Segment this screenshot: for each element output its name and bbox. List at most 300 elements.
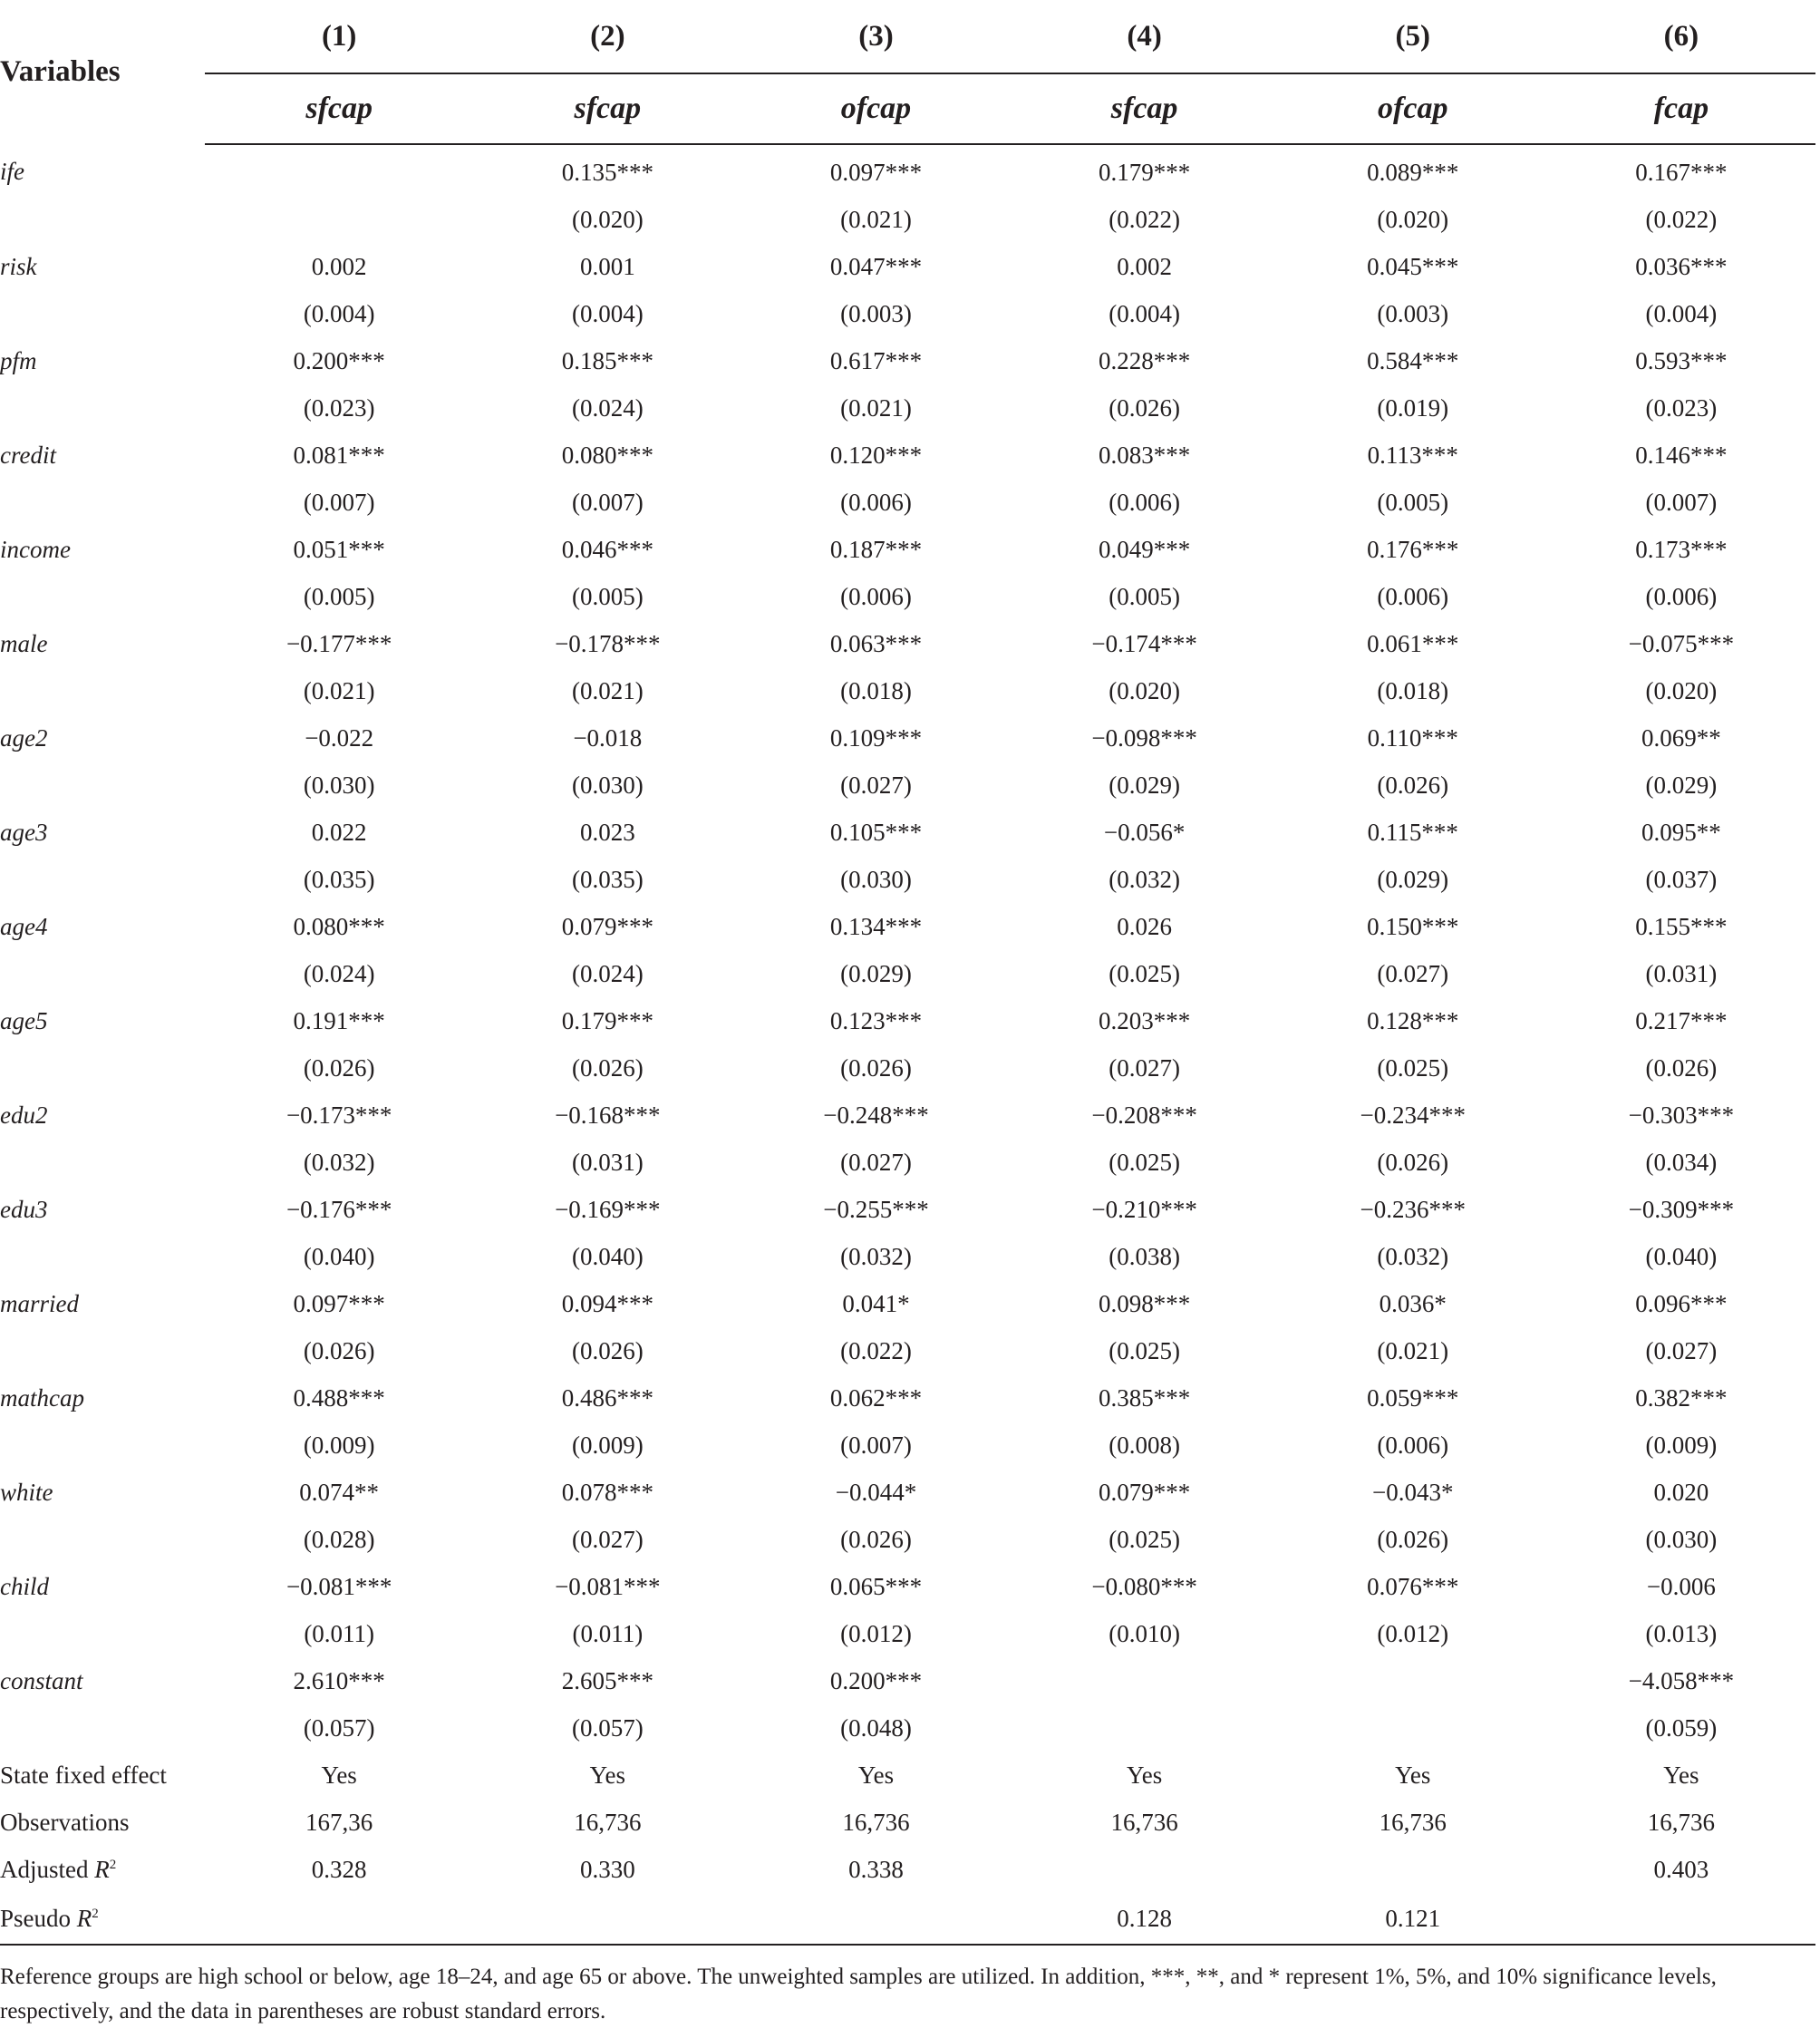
standard-error-cell: (0.019) bbox=[1377, 393, 1449, 422]
coefficient-cell: 0.079*** bbox=[1098, 1478, 1191, 1506]
standard-error-cell: (0.040) bbox=[303, 1242, 375, 1270]
standard-error-cell: (0.031) bbox=[571, 1148, 644, 1176]
coefficient-cell: 0.146*** bbox=[1635, 441, 1728, 469]
standard-error-row bbox=[0, 762, 1815, 809]
coefficient-cell: 0.135*** bbox=[561, 158, 653, 186]
standard-error-cell: (0.022) bbox=[840, 1336, 912, 1364]
standard-error-cell: (0.006) bbox=[1108, 488, 1180, 516]
standard-error-cell: (0.026) bbox=[303, 1336, 375, 1364]
summary-row bbox=[0, 1752, 1815, 1799]
superscript: 2 bbox=[92, 1906, 99, 1921]
standard-error-cell: (0.024) bbox=[303, 959, 375, 987]
summary-label-text: State fixed effect bbox=[0, 1761, 167, 1789]
variable-label-empty bbox=[0, 1139, 205, 1186]
coefficient-cell bbox=[1011, 1657, 1279, 1704]
coefficient-row bbox=[0, 1469, 1815, 1516]
standard-error-cell: (0.006) bbox=[840, 582, 912, 610]
coefficient-cell: −0.208*** bbox=[1091, 1101, 1197, 1129]
standard-error-cell: (0.003) bbox=[840, 299, 912, 327]
coefficient-cell: −0.043* bbox=[1372, 1478, 1454, 1506]
coefficient-cell: −0.044* bbox=[835, 1478, 917, 1506]
coefficient-cell: 0.089*** bbox=[1367, 158, 1459, 186]
coefficient-cell bbox=[1279, 1657, 1547, 1704]
standard-error-cell: (0.030) bbox=[840, 865, 912, 893]
coefficient-cell: −0.255*** bbox=[823, 1195, 929, 1223]
standard-error-cell: (0.032) bbox=[303, 1148, 375, 1176]
standard-error-row bbox=[0, 1327, 1815, 1374]
coefficient-row bbox=[0, 714, 1815, 762]
summary-label bbox=[0, 1893, 205, 1945]
coefficient-cell: 0.176*** bbox=[1367, 535, 1459, 563]
coefficient-cell: −0.236*** bbox=[1360, 1195, 1466, 1223]
coefficient-cell: −0.177*** bbox=[286, 629, 392, 657]
standard-error-cell: (0.006) bbox=[1377, 1431, 1449, 1459]
standard-error-cell bbox=[1011, 1704, 1279, 1752]
standard-error-cell: (0.026) bbox=[571, 1336, 644, 1364]
coefficient-cell bbox=[205, 144, 473, 196]
table-footnote: Reference groups are high school or below, age 18–24, and age 65 or above. The unweighted samples are utilized. In addition, ***, **, and * represent 1%, 5%, and 10% significance levels, respectively, and the data in parentheses are robust standard errors. bbox=[0, 1965, 1717, 2023]
summary-value: 16,736 bbox=[1379, 1808, 1447, 1836]
standard-error-cell: (0.048) bbox=[840, 1713, 912, 1742]
standard-error-cell: (0.035) bbox=[571, 865, 644, 893]
standard-error-cell: (0.037) bbox=[1645, 865, 1718, 893]
coefficient-cell: 0.128*** bbox=[1367, 1006, 1459, 1034]
coefficient-cell: 0.062*** bbox=[829, 1383, 923, 1412]
standard-error-cell: (0.029) bbox=[840, 959, 912, 987]
standard-error-cell: (0.040) bbox=[1645, 1242, 1718, 1270]
coefficient-cell: −0.168*** bbox=[555, 1101, 661, 1129]
variable-label: pfm bbox=[0, 346, 37, 374]
variable-label-empty bbox=[0, 573, 205, 620]
standard-error-cell: (0.059) bbox=[1645, 1713, 1718, 1742]
standard-error-row bbox=[0, 950, 1815, 997]
standard-error-cell: (0.007) bbox=[1645, 488, 1718, 516]
coefficient-cell: 0.020 bbox=[1653, 1478, 1709, 1506]
standard-error-cell: (0.004) bbox=[1108, 299, 1180, 327]
summary-value: 16,736 bbox=[842, 1808, 910, 1836]
coefficient-cell: −0.169*** bbox=[555, 1195, 661, 1223]
variable-label: age5 bbox=[0, 1006, 48, 1034]
standard-error-cell: (0.057) bbox=[571, 1713, 644, 1742]
summary-label bbox=[0, 1799, 205, 1846]
summary-value: 16,736 bbox=[1110, 1808, 1178, 1836]
summary-value: 0.403 bbox=[1653, 1855, 1709, 1883]
coefficient-row bbox=[0, 243, 1815, 290]
dependent-variable-row bbox=[0, 73, 1815, 144]
summary-value bbox=[1547, 1893, 1815, 1945]
variable-label: married bbox=[0, 1289, 79, 1317]
standard-error-cell: (0.040) bbox=[571, 1242, 644, 1270]
column-number: (3) bbox=[741, 0, 1010, 73]
coefficient-cell: −0.178*** bbox=[555, 629, 661, 657]
coefficient-cell: 0.076*** bbox=[1367, 1572, 1459, 1600]
standard-error-cell: (0.026) bbox=[1377, 1525, 1449, 1553]
coefficient-cell: 0.001 bbox=[579, 252, 635, 280]
variable-label-empty bbox=[0, 950, 205, 997]
variable-label-empty bbox=[0, 384, 205, 432]
standard-error-cell: (0.004) bbox=[1645, 299, 1718, 327]
standard-error-row bbox=[0, 1704, 1815, 1752]
standard-error-cell: (0.029) bbox=[1645, 771, 1718, 799]
standard-error-cell: (0.025) bbox=[1377, 1053, 1449, 1082]
coefficient-cell: 0.150*** bbox=[1367, 912, 1459, 940]
dependent-variable: sfcap bbox=[205, 73, 473, 144]
variable-label: credit bbox=[0, 441, 56, 469]
coefficient-cell: 0.041* bbox=[842, 1289, 910, 1317]
standard-error-cell: (0.029) bbox=[1108, 771, 1180, 799]
standard-error-cell: (0.020) bbox=[1108, 676, 1180, 704]
standard-error-cell: (0.026) bbox=[840, 1053, 912, 1082]
variable-label-empty bbox=[0, 1610, 205, 1657]
coefficient-cell: −0.210*** bbox=[1091, 1195, 1197, 1223]
summary-label bbox=[0, 1846, 205, 1893]
coefficient-cell: −0.081*** bbox=[555, 1572, 661, 1600]
coefficient-cell: −0.176*** bbox=[286, 1195, 392, 1223]
coefficient-cell: 0.069** bbox=[1641, 723, 1721, 752]
summary-value bbox=[1279, 1846, 1547, 1893]
summary-value: Yes bbox=[1126, 1761, 1163, 1789]
r-symbol: R bbox=[94, 1855, 110, 1883]
standard-error-cell: (0.020) bbox=[571, 205, 644, 233]
variable-label-empty bbox=[0, 479, 205, 526]
coefficient-cell: 0.022 bbox=[311, 818, 367, 846]
coefficient-cell: 0.123*** bbox=[829, 1006, 923, 1034]
standard-error-cell: (0.004) bbox=[303, 299, 375, 327]
variable-label: income bbox=[0, 535, 71, 563]
coefficient-cell: 0.167*** bbox=[1635, 158, 1728, 186]
variable-label-empty bbox=[0, 196, 205, 243]
summary-label bbox=[0, 1752, 205, 1799]
coefficient-cell: 0.046*** bbox=[561, 535, 653, 563]
summary-value: 0.330 bbox=[579, 1855, 635, 1883]
coefficient-cell: 0.617*** bbox=[829, 346, 923, 374]
summary-value bbox=[1011, 1846, 1279, 1893]
dependent-variable: sfcap bbox=[1011, 73, 1279, 144]
coefficient-cell: −0.303*** bbox=[1628, 1101, 1735, 1129]
standard-error-cell: (0.027) bbox=[840, 771, 912, 799]
coefficient-cell: −0.309*** bbox=[1628, 1195, 1735, 1223]
standard-error-cell: (0.027) bbox=[1377, 959, 1449, 987]
variable-label-empty bbox=[0, 1233, 205, 1280]
standard-error-cell: (0.027) bbox=[1108, 1053, 1180, 1082]
coefficient-cell: 0.094*** bbox=[561, 1289, 653, 1317]
column-number-row bbox=[0, 0, 1815, 73]
coefficient-cell: 0.036* bbox=[1379, 1289, 1447, 1317]
coefficient-cell: 0.023 bbox=[579, 818, 635, 846]
summary-value: 16,736 bbox=[574, 1808, 642, 1836]
coefficient-cell: 0.200*** bbox=[293, 346, 385, 374]
variable-label: constant bbox=[0, 1666, 83, 1694]
dependent-variable: ofcap bbox=[741, 73, 1010, 144]
standard-error-row bbox=[0, 1233, 1815, 1280]
coefficient-cell: 2.610*** bbox=[293, 1666, 385, 1694]
standard-error-cell: (0.024) bbox=[571, 959, 644, 987]
coefficient-cell: 0.173*** bbox=[1635, 535, 1728, 563]
standard-error-cell: (0.006) bbox=[840, 488, 912, 516]
coefficient-cell: −0.080*** bbox=[1091, 1572, 1197, 1600]
standard-error-cell: (0.009) bbox=[303, 1431, 375, 1459]
standard-error-cell: (0.012) bbox=[840, 1619, 912, 1647]
coefficient-cell: 0.382*** bbox=[1635, 1383, 1728, 1412]
variable-label: edu2 bbox=[0, 1101, 48, 1129]
standard-error-cell: (0.030) bbox=[303, 771, 375, 799]
standard-error-cell: (0.028) bbox=[303, 1525, 375, 1553]
coefficient-cell: 0.385*** bbox=[1098, 1383, 1191, 1412]
standard-error-row bbox=[0, 290, 1815, 337]
summary-value: Yes bbox=[1395, 1761, 1431, 1789]
coefficient-cell: −0.248*** bbox=[823, 1101, 929, 1129]
coefficient-cell: 0.096*** bbox=[1635, 1289, 1728, 1317]
standard-error-cell: (0.021) bbox=[1377, 1336, 1449, 1364]
standard-error-cell: (0.025) bbox=[1108, 1336, 1180, 1364]
standard-error-row bbox=[0, 1516, 1815, 1563]
coefficient-cell: −0.098*** bbox=[1091, 723, 1197, 752]
coefficient-cell: 0.200*** bbox=[829, 1666, 923, 1694]
variable-label-empty bbox=[0, 1422, 205, 1469]
standard-error-cell: (0.032) bbox=[840, 1242, 912, 1270]
coefficient-cell: −0.006 bbox=[1646, 1572, 1716, 1600]
column-number: (4) bbox=[1011, 0, 1279, 73]
variable-label-empty bbox=[0, 667, 205, 714]
summary-value: 16,736 bbox=[1647, 1808, 1716, 1836]
standard-error-cell: (0.025) bbox=[1108, 1148, 1180, 1176]
variable-label-empty bbox=[0, 1516, 205, 1563]
coefficient-cell: 0.584*** bbox=[1367, 346, 1459, 374]
standard-error-cell: (0.025) bbox=[1108, 959, 1180, 987]
standard-error-cell: (0.026) bbox=[571, 1053, 644, 1082]
standard-error-cell: (0.020) bbox=[1377, 205, 1449, 233]
coefficient-cell: 0.115*** bbox=[1367, 818, 1458, 846]
standard-error-cell: (0.057) bbox=[303, 1713, 375, 1742]
standard-error-cell: (0.026) bbox=[1377, 1148, 1449, 1176]
standard-error-cell: (0.026) bbox=[1108, 393, 1180, 422]
coefficient-cell: 0.080*** bbox=[561, 441, 653, 469]
summary-value: Yes bbox=[321, 1761, 357, 1789]
standard-error-row bbox=[0, 384, 1815, 432]
variable-label: male bbox=[0, 629, 48, 657]
variable-label: mathcap bbox=[0, 1383, 84, 1412]
standard-error-row bbox=[0, 856, 1815, 903]
variable-label: age4 bbox=[0, 912, 48, 940]
standard-error-cell: (0.027) bbox=[1645, 1336, 1718, 1364]
summary-value: 0.338 bbox=[848, 1855, 904, 1883]
standard-error-cell: (0.004) bbox=[571, 299, 644, 327]
standard-error-row bbox=[0, 1610, 1815, 1657]
summary-value: 0.328 bbox=[311, 1855, 367, 1883]
standard-error-row bbox=[0, 479, 1815, 526]
summary-label-text: Pseudo R bbox=[0, 1904, 92, 1932]
coefficient-cell: 0.179*** bbox=[1098, 158, 1191, 186]
coefficient-cell: 0.080*** bbox=[293, 912, 385, 940]
coefficient-cell: 0.113*** bbox=[1367, 441, 1458, 469]
standard-error-cell: (0.038) bbox=[1108, 1242, 1180, 1270]
standard-error-cell: (0.005) bbox=[571, 582, 644, 610]
standard-error-cell: (0.027) bbox=[571, 1525, 644, 1553]
summary-row bbox=[0, 1893, 1815, 1945]
summary-value: Yes bbox=[1663, 1761, 1699, 1789]
standard-error-cell: (0.026) bbox=[840, 1525, 912, 1553]
variables-header: Variables bbox=[0, 55, 121, 88]
standard-error-cell: (0.022) bbox=[1645, 205, 1718, 233]
coefficient-cell: 0.120*** bbox=[829, 441, 923, 469]
standard-error-cell: (0.021) bbox=[571, 676, 644, 704]
standard-error-cell: (0.022) bbox=[1108, 205, 1180, 233]
standard-error-cell: (0.006) bbox=[1377, 582, 1449, 610]
coefficient-cell: −0.174*** bbox=[1091, 629, 1197, 657]
coefficient-cell: 0.097*** bbox=[293, 1289, 385, 1317]
coefficient-cell: 0.065*** bbox=[829, 1572, 923, 1600]
coefficient-cell: 0.593*** bbox=[1635, 346, 1728, 374]
coefficient-row bbox=[0, 903, 1815, 950]
standard-error-cell: (0.034) bbox=[1645, 1148, 1718, 1176]
standard-error-row bbox=[0, 1422, 1815, 1469]
table-body bbox=[0, 144, 1815, 1945]
coefficient-cell: 0.187*** bbox=[829, 535, 923, 563]
coefficient-row bbox=[0, 1563, 1815, 1610]
variable-label-empty bbox=[0, 1327, 205, 1374]
standard-error-row bbox=[0, 1044, 1815, 1092]
summary-row bbox=[0, 1799, 1815, 1846]
coefficient-row bbox=[0, 526, 1815, 573]
variable-label-empty bbox=[0, 762, 205, 809]
variable-label: age2 bbox=[0, 723, 48, 752]
coefficient-row bbox=[0, 1280, 1815, 1327]
standard-error-cell: (0.007) bbox=[303, 488, 375, 516]
standard-error-cell: (0.023) bbox=[303, 393, 375, 422]
coefficient-cell: 0.109*** bbox=[829, 723, 923, 752]
column-number: (2) bbox=[473, 0, 741, 73]
standard-error-cell: (0.011) bbox=[304, 1619, 375, 1647]
coefficient-cell: 0.488*** bbox=[293, 1383, 385, 1412]
coefficient-cell: 0.134*** bbox=[829, 912, 923, 940]
standard-error-cell: (0.026) bbox=[303, 1053, 375, 1082]
standard-error-cell: (0.012) bbox=[1377, 1619, 1449, 1647]
coefficient-cell: 0.026 bbox=[1117, 912, 1172, 940]
column-number: (5) bbox=[1279, 0, 1547, 73]
variable-label-empty bbox=[0, 1044, 205, 1092]
standard-error-cell: (0.030) bbox=[571, 771, 644, 799]
coefficient-cell: 0.061*** bbox=[1367, 629, 1459, 657]
summary-value: 167,36 bbox=[305, 1808, 373, 1836]
standard-error-cell: (0.007) bbox=[840, 1431, 912, 1459]
coefficient-cell: 0.179*** bbox=[561, 1006, 653, 1034]
coefficient-cell: −0.022 bbox=[305, 723, 374, 752]
standard-error-cell: (0.023) bbox=[1645, 393, 1718, 422]
coefficient-cell: 0.105*** bbox=[829, 818, 923, 846]
standard-error-cell: (0.026) bbox=[1377, 771, 1449, 799]
superscript: 2 bbox=[109, 1857, 117, 1872]
standard-error-cell: (0.005) bbox=[1377, 488, 1449, 516]
coefficient-cell: −0.056* bbox=[1103, 818, 1186, 846]
standard-error-cell bbox=[1279, 1704, 1547, 1752]
coefficient-cell: 0.051*** bbox=[293, 535, 385, 563]
coefficient-cell: −0.234*** bbox=[1360, 1101, 1466, 1129]
coefficient-row bbox=[0, 432, 1815, 479]
standard-error-cell: (0.009) bbox=[1645, 1431, 1718, 1459]
variable-label-empty bbox=[0, 1704, 205, 1752]
dependent-variable: sfcap bbox=[473, 73, 741, 144]
coefficient-row bbox=[0, 997, 1815, 1044]
summary-value: 0.128 bbox=[1011, 1893, 1279, 1945]
standard-error-cell: (0.008) bbox=[1108, 1431, 1180, 1459]
standard-error-cell: (0.005) bbox=[1108, 582, 1180, 610]
standard-error-cell: (0.003) bbox=[1377, 299, 1449, 327]
summary-value: Yes bbox=[857, 1761, 895, 1789]
standard-error-cell: (0.029) bbox=[1377, 865, 1449, 893]
coefficient-cell: 0.002 bbox=[1117, 252, 1172, 280]
column-number: (6) bbox=[1547, 0, 1815, 73]
coefficient-cell: 0.185*** bbox=[561, 346, 653, 374]
coefficient-cell: −0.173*** bbox=[286, 1101, 392, 1129]
standard-error-cell: (0.011) bbox=[572, 1619, 644, 1647]
standard-error-cell: (0.018) bbox=[1377, 676, 1449, 704]
summary-value bbox=[205, 1893, 473, 1945]
standard-error-cell: (0.035) bbox=[303, 865, 375, 893]
dependent-variable: ofcap bbox=[1279, 73, 1547, 144]
coefficient-cell: 0.045*** bbox=[1367, 252, 1459, 280]
coefficient-cell: 0.217*** bbox=[1635, 1006, 1728, 1034]
coefficient-cell: −0.075*** bbox=[1628, 629, 1735, 657]
coefficient-cell: −0.018 bbox=[573, 723, 643, 752]
coefficient-cell: 0.098*** bbox=[1098, 1289, 1191, 1317]
coefficient-cell: 0.078*** bbox=[561, 1478, 653, 1506]
standard-error-cell: (0.010) bbox=[1108, 1619, 1180, 1647]
variable-label-empty bbox=[0, 290, 205, 337]
coefficient-row bbox=[0, 1374, 1815, 1422]
variable-label-empty bbox=[0, 856, 205, 903]
standard-error-row bbox=[0, 573, 1815, 620]
standard-error-row bbox=[0, 1139, 1815, 1186]
standard-error-cell: (0.030) bbox=[1645, 1525, 1718, 1553]
variable-label: edu3 bbox=[0, 1195, 48, 1223]
coefficient-cell: 2.605*** bbox=[561, 1666, 653, 1694]
coefficient-cell: 0.110*** bbox=[1367, 723, 1458, 752]
coefficient-cell: 0.079*** bbox=[561, 912, 653, 940]
standard-error-cell: (0.007) bbox=[571, 488, 644, 516]
summary-value: 0.121 bbox=[1279, 1893, 1547, 1945]
standard-error-cell: (0.021) bbox=[303, 676, 375, 704]
r-symbol: R bbox=[76, 1904, 92, 1932]
standard-error-row bbox=[0, 667, 1815, 714]
coefficient-cell: 0.059*** bbox=[1367, 1383, 1459, 1412]
standard-error-cell: (0.024) bbox=[571, 393, 644, 422]
column-number: (1) bbox=[205, 0, 473, 73]
coefficient-row bbox=[0, 1092, 1815, 1139]
standard-error-cell: (0.020) bbox=[1645, 676, 1718, 704]
coefficient-cell: 0.203*** bbox=[1098, 1006, 1191, 1034]
standard-error-row bbox=[0, 196, 1815, 243]
coefficient-cell: 0.083*** bbox=[1098, 441, 1191, 469]
summary-value: Yes bbox=[589, 1761, 625, 1789]
standard-error-cell: (0.025) bbox=[1108, 1525, 1180, 1553]
coefficient-cell: 0.155*** bbox=[1635, 912, 1728, 940]
summary-label-text: Adjusted R bbox=[0, 1855, 110, 1883]
coefficient-row bbox=[0, 144, 1815, 196]
coefficient-cell: 0.191*** bbox=[293, 1006, 385, 1034]
standard-error-cell: (0.032) bbox=[1108, 865, 1180, 893]
variable-label: risk bbox=[0, 252, 37, 280]
coefficient-cell: −4.058*** bbox=[1628, 1666, 1735, 1694]
coefficient-row bbox=[0, 620, 1815, 667]
standard-error-cell: (0.013) bbox=[1645, 1619, 1718, 1647]
variable-label: child bbox=[0, 1572, 49, 1600]
coefficient-row bbox=[0, 337, 1815, 384]
standard-error-cell: (0.009) bbox=[571, 1431, 644, 1459]
variable-label: ife bbox=[0, 158, 24, 185]
summary-label-text: Observations bbox=[0, 1808, 130, 1836]
coefficient-cell: 0.228*** bbox=[1098, 346, 1191, 374]
coefficient-cell: 0.036*** bbox=[1635, 252, 1728, 280]
